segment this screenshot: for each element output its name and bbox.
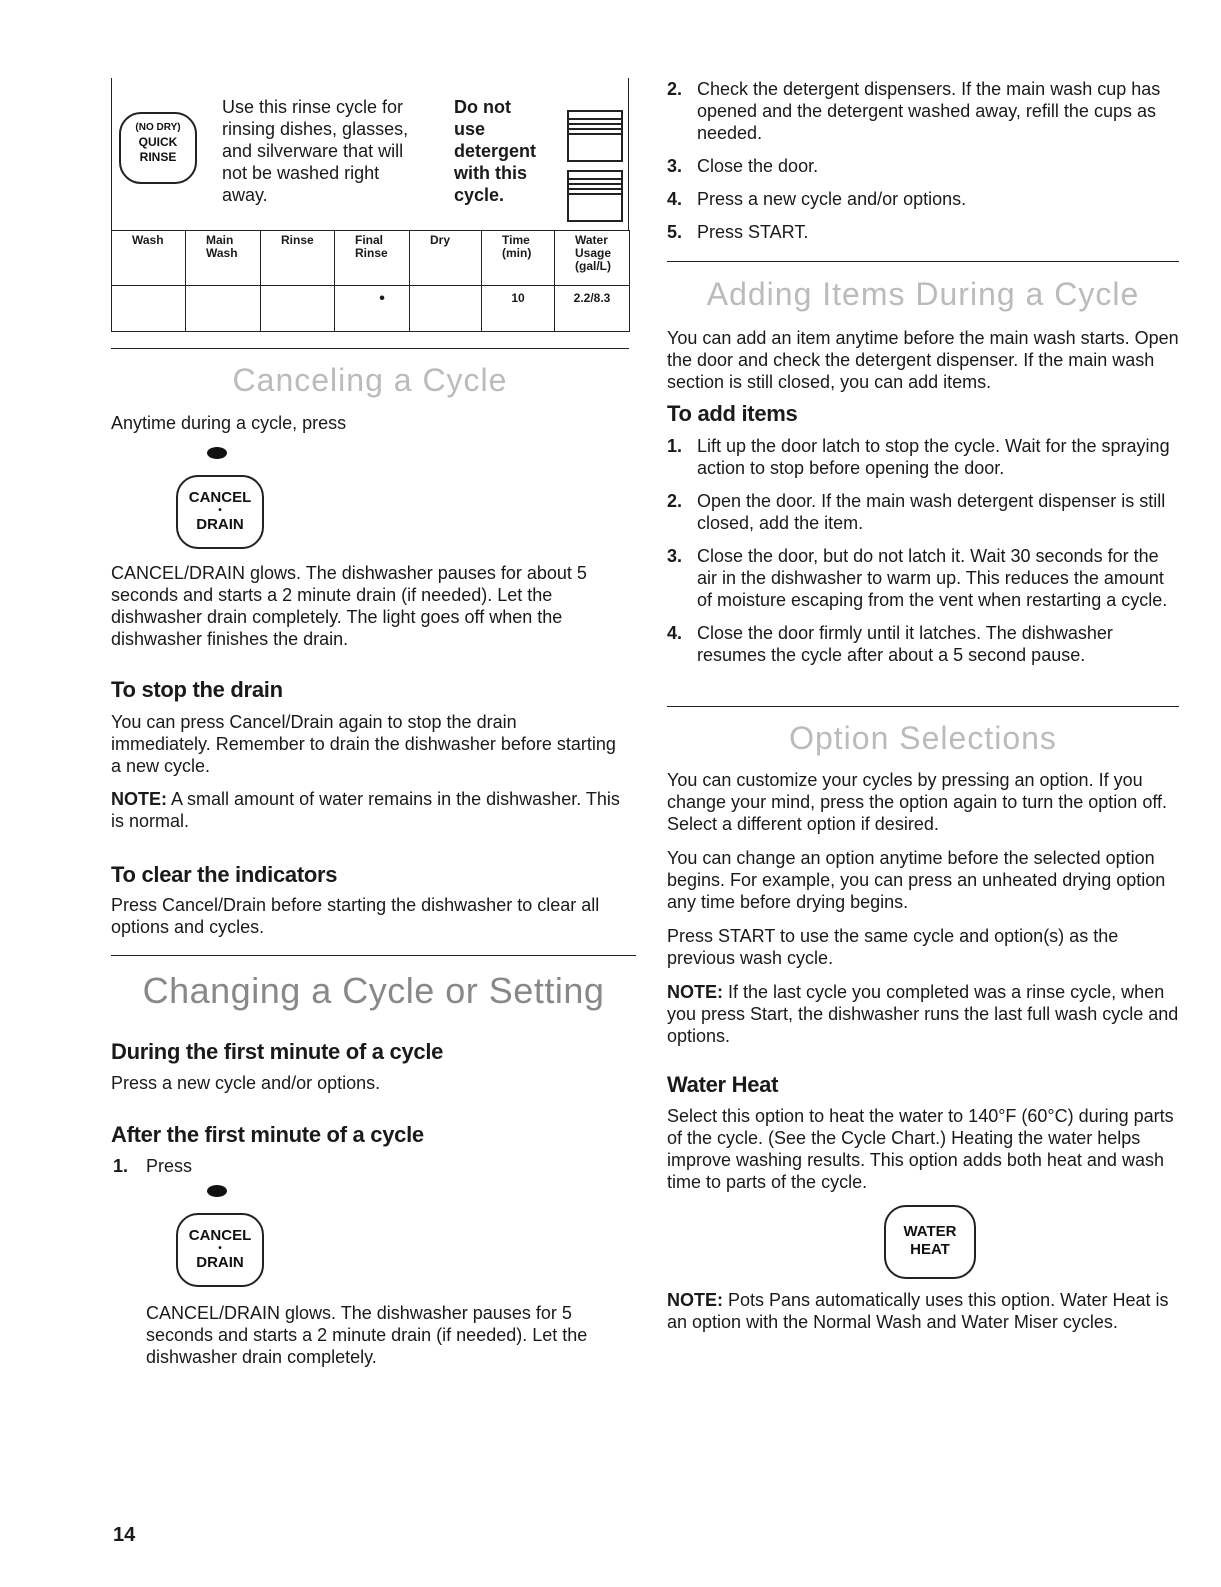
stop-drain-note — [111, 788, 631, 832]
page-number: 14 — [113, 1524, 136, 1546]
list-item — [667, 78, 1182, 144]
step-number: 4. — [667, 623, 683, 643]
note-text: Pots Pans automatically uses this option. Water Heat is an option with the Normal Wash and Water Miser cycles. — [667, 1290, 1169, 1332]
list-item — [667, 490, 1182, 534]
warning-line: detergent — [454, 141, 537, 161]
step-text: Press a new cycle and/or options. — [697, 189, 967, 209]
indicator-light-icon — [207, 1185, 227, 1197]
warning-line: with this — [454, 163, 527, 183]
table-row — [112, 286, 630, 332]
list-item — [667, 622, 1182, 666]
options-note — [667, 981, 1182, 1047]
clear-indicators-paragraph: Press Cancel/Drain before starting the dishwasher to clear all options and cycles. — [111, 895, 600, 937]
warning-line: use — [454, 119, 486, 139]
list-item — [667, 435, 1182, 479]
quick-rinse-left-border — [111, 78, 112, 230]
water-heat-button[interactable] — [884, 1205, 976, 1279]
quick-rinse-badge — [119, 112, 197, 184]
table-cell: 10 — [482, 286, 555, 332]
step-text: Close the door firmly until it latches. The dishwasher resumes the cycle after about a 5 second pause. — [697, 623, 1113, 665]
desc-line: Use this rinse cycle for — [222, 97, 404, 117]
indicator-light-icon — [207, 447, 227, 459]
options-paragraph-1: You can customize your cycles by pressing an option. If you change your mind, press the option again to turn the option off. Select a different option if desired. — [667, 770, 1168, 834]
water-heat-paragraph: Select this option to heat the water to 140°F (60°C) during parts of the cycle. (See the Cycle Chart.) Heating the water helps improve washing results. This option adds both heat and wash time to parts of the cycle. — [667, 1106, 1174, 1192]
table-header: Water Usage (gal/L) — [555, 231, 630, 286]
stop-drain-paragraph: You can press Cancel/Drain again to stop the drain immediately. Remember to drain the dishwasher before starting a new cycle. — [111, 712, 616, 776]
table-cell — [261, 286, 335, 332]
step-text: Press START. — [697, 222, 809, 242]
adding-items-paragraph: You can add an item anytime before the main wash starts. Open the door and check the detergent dispenser. If the main wash section is still closed, you can add items. — [667, 328, 1179, 392]
badge-line-rinse: RINSE — [139, 150, 177, 164]
table-header: Final Rinse — [335, 231, 410, 286]
section-divider — [111, 348, 629, 349]
option-selections-heading: Option Selections — [789, 720, 1057, 756]
step-number: 5. — [667, 222, 683, 242]
cancel-drain-dot: • — [218, 505, 222, 516]
water-heat-note — [667, 1289, 1182, 1333]
section-divider — [667, 706, 1179, 707]
table-cell — [112, 286, 186, 332]
canceling-heading: Canceling a Cycle — [232, 362, 508, 398]
step1-paragraph: CANCEL/DRAIN glows. The dishwasher pauses for 5 seconds and starts a 2 minute drain (if needed). Let the dishwasher drain completely. — [146, 1303, 588, 1367]
first-minute-paragraph: Press a new cycle and/or options. — [111, 1073, 381, 1093]
step-text: Check the detergent dispensers. If the main wash cup has opened and the detergent washed away, refill the cups as needed. — [697, 79, 1161, 143]
table-cell: 2.2/8.3 — [555, 286, 630, 332]
step-number: 2. — [667, 79, 683, 99]
first-minute-heading: During the first minute of a cycle — [111, 1039, 444, 1064]
list-item — [667, 221, 1182, 243]
step-text: Close the door. — [697, 156, 819, 176]
quick-rinse-cycle-table — [111, 230, 630, 332]
quick-rinse-right-border — [628, 78, 629, 230]
to-add-items-heading: To add items — [667, 401, 798, 426]
desc-line: away. — [222, 185, 268, 205]
clear-indicators-heading: To clear the indicators — [111, 862, 338, 887]
desc-line: not be washed right — [222, 163, 380, 183]
table-header: Main Wash — [186, 231, 261, 286]
warning-line: Do not — [454, 97, 511, 117]
water-heat-bottom-label: HEAT — [910, 1241, 950, 1258]
step-number: 2. — [667, 491, 683, 511]
changing-heading: Changing a Cycle or Setting — [142, 970, 605, 1011]
table-header: Dry — [410, 231, 482, 286]
list-item — [667, 188, 1182, 210]
canceling-paragraph: CANCEL/DRAIN glows. The dishwasher pauses for about 5 seconds and starts a 2 minute drain (if needed). Let the dishwasher drain completely. The light goes off when the dishwasher finishes the drain. — [111, 563, 587, 649]
cancel-drain-dot: • — [218, 1243, 222, 1254]
step1-number: 1. — [113, 1156, 129, 1176]
section-divider — [111, 955, 636, 956]
detergent-dispenser-icon — [567, 170, 623, 222]
adding-items-heading: Adding Items During a Cycle — [706, 276, 1140, 312]
step-number: 1. — [667, 436, 683, 456]
section-divider — [667, 261, 1179, 262]
step-number: 3. — [667, 156, 683, 176]
canceling-intro: Anytime during a cycle, press — [111, 413, 347, 433]
table-cell — [186, 286, 261, 332]
table-header-row — [112, 231, 630, 286]
quick-rinse-warning — [454, 96, 564, 206]
after-first-minute-heading: After the first minute of a cycle — [111, 1122, 424, 1147]
badge-line-quick: QUICK — [138, 135, 178, 149]
detergent-dispenser-icon — [567, 110, 623, 162]
table-cell — [410, 286, 482, 332]
table-header: Wash — [112, 231, 186, 286]
table-cell: • — [335, 286, 410, 332]
cancel-drain-button[interactable] — [176, 475, 264, 549]
cancel-drain-bottom-label: DRAIN — [196, 516, 244, 533]
note-text: A small amount of water remains in the dishwasher. This is normal. — [111, 789, 620, 831]
warning-line: cycle. — [454, 185, 505, 205]
cancel-drain-button[interactable] — [176, 1213, 264, 1287]
water-heat-heading: Water Heat — [667, 1072, 779, 1097]
table-header: Time (min) — [482, 231, 555, 286]
add-items-steps — [667, 435, 1182, 677]
step-text: Open the door. If the main wash detergent dispenser is still closed, add the item. — [697, 491, 1166, 533]
note-label: NOTE: — [667, 982, 723, 1002]
badge-line-no-dry: (NO DRY) — [135, 122, 181, 133]
cancel-drain-bottom-label: DRAIN — [196, 1254, 244, 1271]
right-steps-list — [667, 78, 1182, 254]
step-number: 4. — [667, 189, 683, 209]
note-label: NOTE: — [111, 789, 167, 809]
desc-line: and silverware that will — [222, 141, 404, 161]
list-item — [667, 155, 1182, 177]
desc-line: rinsing dishes, glasses, — [222, 119, 409, 139]
cancel-drain-top-label: CANCEL — [188, 1227, 252, 1244]
note-text: If the last cycle you completed was a rinse cycle, when you press Start, the dishwasher runs the last full wash cycle and options. — [667, 982, 1179, 1046]
step-number: 3. — [667, 546, 683, 566]
water-heat-top-label: WATER — [903, 1223, 957, 1240]
note-label: NOTE: — [667, 1290, 723, 1310]
list-item — [667, 545, 1182, 611]
table-header: Rinse — [261, 231, 335, 286]
options-paragraph-3: Press START to use the same cycle and option(s) as the previous wash cycle. — [667, 926, 1119, 968]
options-paragraph-2: You can change an option anytime before the selected option begins. For example, you can press an unheated drying option any time before drying begins. — [667, 848, 1166, 912]
step-text: Close the door, but do not latch it. Wait 30 seconds for the air in the dishwasher to warm up. This reduces the amount of moisture escaping from the vent when restarting a cycle. — [697, 546, 1168, 610]
cancel-drain-top-label: CANCEL — [188, 489, 252, 506]
step1-text: Press — [146, 1156, 193, 1176]
stop-drain-heading: To stop the drain — [111, 677, 283, 702]
step-text: Lift up the door latch to stop the cycle. Wait for the spraying action to stop before opening the door. — [697, 436, 1170, 478]
quick-rinse-description — [222, 96, 442, 206]
